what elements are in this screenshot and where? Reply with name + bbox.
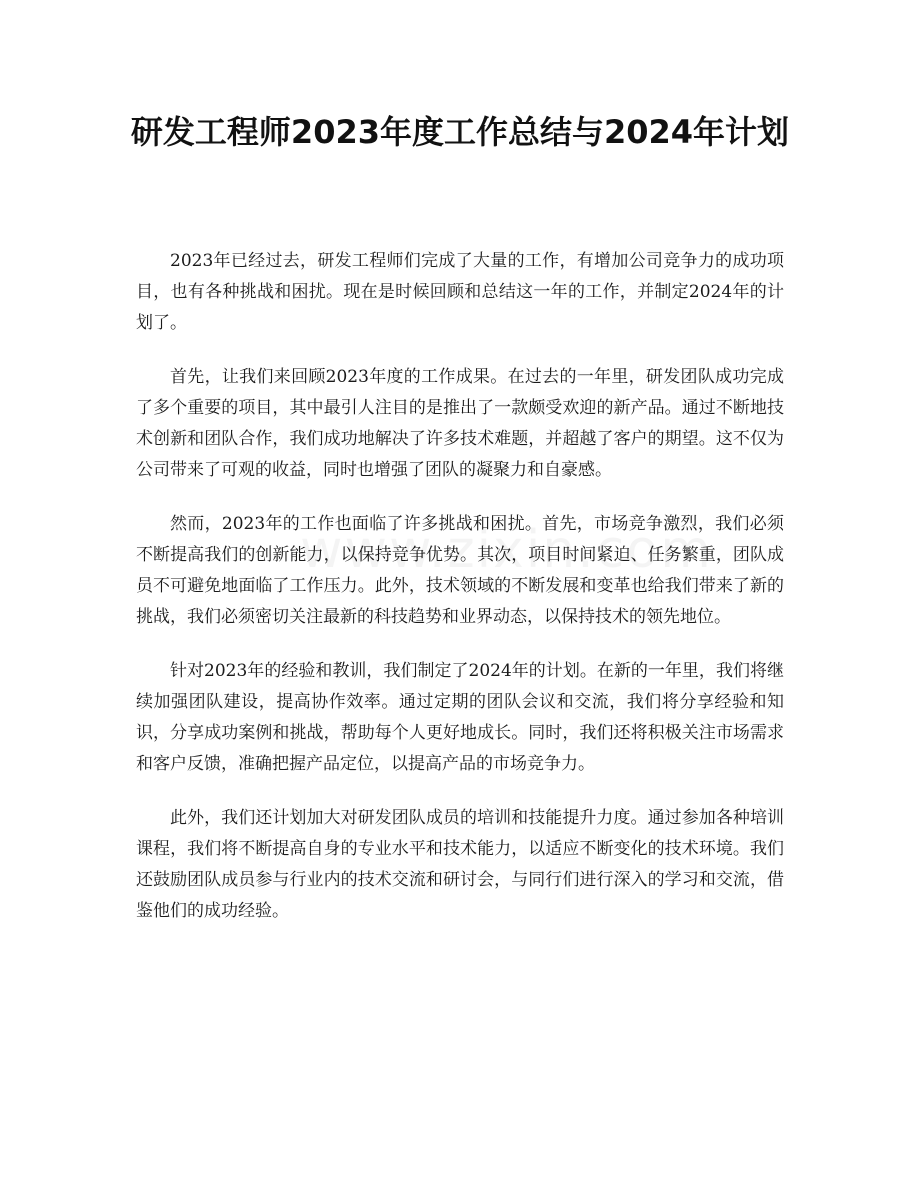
document-title: 研发工程师2023年度工作总结与2024年计划 xyxy=(130,113,790,151)
paragraph-plan: 针对2023年的经验和教训，我们制定了2024年的计划。在新的一年里，我们将继续加强团队建设，提高协作效率。通过定期的团队会议和交流，我们将分享经验和知识，分享成功案例和挑战，帮助每个人更好地成长。同时，我们还将积极关注市场需求和客户反馈，准确把握产品定位，以提高产品的市场竞争力。 xyxy=(136,661,784,774)
paragraph-achievements: 首先，让我们来回顾2023年度的工作成果。在过去的一年里，研发团队成功完成了多个重要的项目，其中最引人注目的是推出了一款颇受欢迎的新产品。通过不断地技术创新和团队合作，我们成功地解决了许多技术难题，并超越了客户的期望。这不仅为公司带来了可观的收益，同时也增强了团队的凝聚力和自豪感。 xyxy=(136,367,784,480)
paragraph-intro: 2023年已经过去，研发工程师们完成了大量的工作，有增加公司竞争力的成功项目，也有各种挑战和困扰。现在是时候回顾和总结这一年的工作，并制定2024年的计划了。 xyxy=(136,251,784,333)
paragraph-challenges: 然而，2023年的工作也面临了许多挑战和困扰。首先，市场竞争激烈，我们必须不断提高我们的创新能力，以保持竞争优势。其次，项目时间紧迫、任务繁重，团队成员不可避免地面临了工作压力。此外，技术领域的不断发展和变革也给我们带来了新的挑战，我们必须密切关注最新的科技趋势和业界动态，以保持技术的领先地位。 xyxy=(136,514,784,627)
document-body xyxy=(136,246,784,950)
paragraph-training: 此外，我们还计划加大对研发团队成员的培训和技能提升力度。通过参加各种培训课程，我们将不断提高自身的专业水平和技术能力，以适应不断变化的技术环境。我们还鼓励团队成员参与行业内的技术交流和研讨会，与同行们进行深入的学习和交流，借鉴他们的成功经验。 xyxy=(136,808,784,921)
